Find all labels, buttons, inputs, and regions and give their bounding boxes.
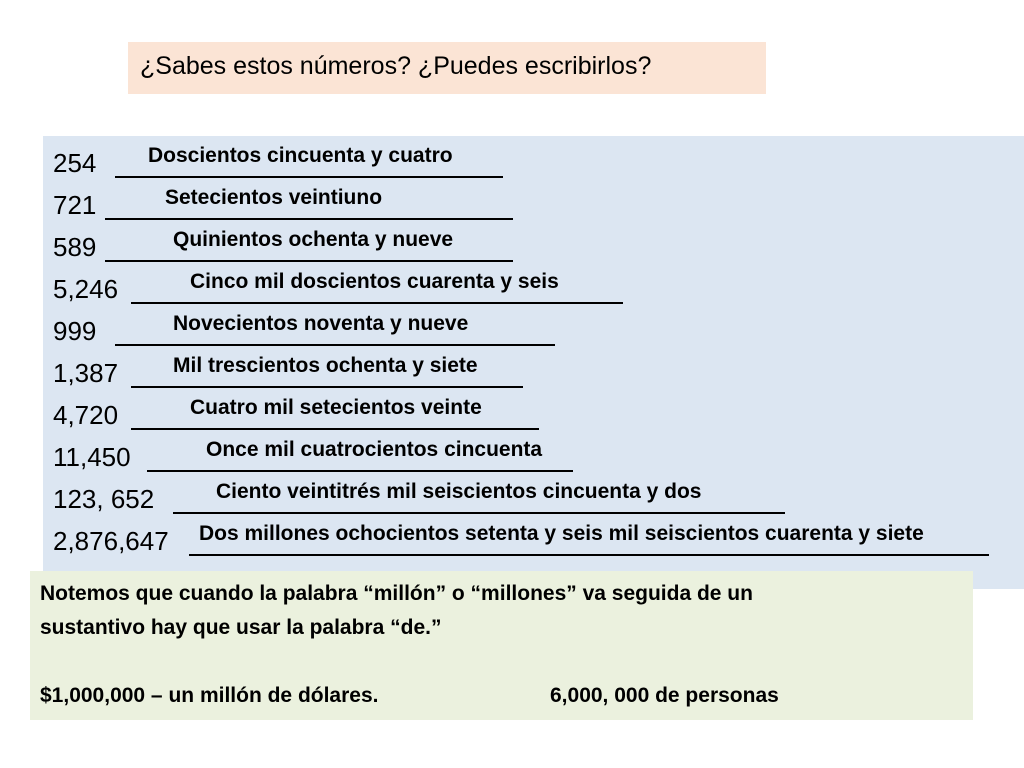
answer-text: Ciento veintitrés mil seiscientos cincuenta y dos [216,480,702,503]
answer-line [115,344,555,346]
page-title: ¿Sabes estos números? ¿Puedes escribirlos? [140,52,652,80]
answer-text: Cuatro mil setecientos veinte [190,396,482,419]
number-row [53,188,1024,224]
answer-line [189,554,989,556]
answer-text: Novecientos noventa y nueve [173,312,469,335]
number-value: 721 [53,190,97,220]
answer-line [115,176,503,178]
number-value: 254 [53,148,97,178]
number-row [53,524,1024,560]
answer-line [131,428,539,430]
answer-text: Dos millones ochocientos setenta y seis mil seiscientos cuarenta y siete [199,522,924,545]
answer-line [131,386,523,388]
number-row [53,398,1024,434]
note-line-1: Notemos que cuando la palabra “millón” o “millones” va seguida de un [40,582,753,605]
example-1: $1,000,000 – un millón de dólares. [40,684,379,707]
answer-line [131,302,623,304]
number-value: 2,876,647 [53,526,169,556]
number-value: 123, 652 [53,484,155,514]
numbers-panel [43,136,1024,589]
number-value: 5,246 [53,274,119,304]
number-row [53,440,1024,476]
example-2: 6,000, 000 de personas [550,684,779,707]
answer-line [173,512,785,514]
number-value: 11,450 [53,442,131,472]
number-row [53,356,1024,392]
number-row [53,482,1024,518]
number-row [53,230,1024,266]
answer-line [147,470,573,472]
answer-text: Doscientos cincuenta y cuatro [148,144,453,167]
number-row [53,272,1024,308]
answer-line [105,218,513,220]
number-row [53,146,1024,182]
answer-line [105,260,513,262]
answer-text: Mil trescientos ochenta y siete [173,354,478,377]
number-value: 1,387 [53,358,119,388]
number-value: 4,720 [53,400,119,430]
answer-text: Once mil cuatrocientos cincuenta [206,438,543,461]
title-box [128,42,766,94]
number-row [53,314,1024,350]
number-value: 589 [53,232,97,262]
answer-text: Quinientos ochenta y nueve [173,228,454,251]
note-line-2: sustantivo hay que usar la palabra “de.” [40,616,442,639]
number-value: 999 [53,316,97,346]
answer-text: Setecientos veintiuno [165,186,383,209]
answer-text: Cinco mil doscientos cuarenta y seis [190,270,559,293]
note-box [30,571,973,720]
